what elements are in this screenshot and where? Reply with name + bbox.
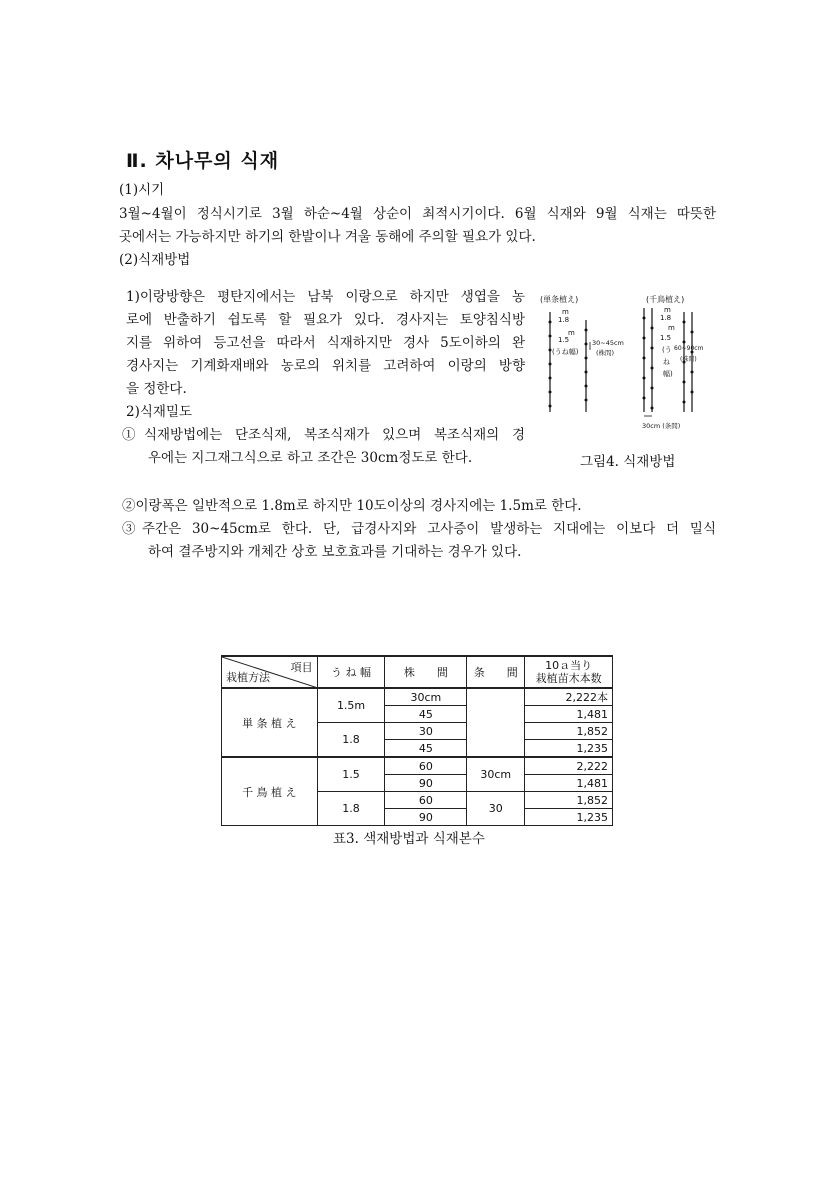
section1-title: (1)시기: [119, 182, 165, 198]
une-value: 1.8: [317, 723, 385, 758]
label-m: m: [568, 329, 575, 337]
item3-line-2: 하여 결주방지와 개체간 상호 보호효과를 기대하는 경우가 있다.: [148, 544, 522, 560]
group-name: 千 鳥 植 え: [222, 757, 318, 826]
label-kabuma-double: (株間): [680, 356, 697, 363]
kabuma-value: 45: [385, 706, 467, 723]
right-diagram-label: (千鳥植え): [646, 295, 685, 304]
para1-line-5: 을 정한다.: [126, 381, 187, 397]
para1-line-3: 지를 위하여 등고선을 따라서 식재하지만 경사 5도이하의 완: [126, 335, 525, 351]
kabuma-value: 45: [385, 740, 467, 758]
para1-line-1: 1)이랑방향은 평탄지에서는 남북 이랑으로 하지만 생엽을 농: [126, 289, 525, 305]
count-value: 1,235: [525, 740, 613, 758]
count-value: 1,852: [525, 792, 613, 809]
kabuma-value: 60: [385, 757, 467, 775]
group-name: 単 条 植 え: [222, 688, 318, 757]
item2-line: ②이랑폭은 일반적으로 1.8m로 하지만 10도이상의 경사지에는 1.5m로 한다.: [122, 498, 582, 514]
header-jokan: 条 間: [467, 656, 525, 688]
kabuma-value: 60: [385, 792, 467, 809]
item3-line-1: ③주간은 30~45cm로 한다. 단, 급경사지와 고사증이 발생하는 지대에는 이보다 더 밀식: [122, 521, 716, 537]
header-count-line-2: 栽植苗木本数: [535, 672, 602, 685]
section1-line-2: 곳에서는 가능하지만 하기의 한발이나 겨울 동해에 주의할 필요가 있다.: [119, 229, 536, 245]
jokan-value: [467, 688, 525, 757]
kabuma-value: 30: [385, 723, 467, 740]
item1-line-1: ①식재방법에는 단조식재, 복조식재가 있으며 복조식재의 경: [122, 427, 525, 443]
section1-line-1: 3월~4월이 정식시기로 3월 하순~4월 상순이 최적시기이다. 6월 식재와 9월 식재는 따뜻한: [119, 206, 716, 222]
left-diagram-label: (単条植え): [540, 295, 579, 304]
kabuma-value: 90: [385, 809, 467, 826]
label-1-5: 1.5: [660, 334, 672, 342]
count-value: 1,235: [525, 809, 613, 826]
section2-title: (2)식재방법: [119, 252, 191, 268]
table-row: [222, 757, 613, 775]
header-diagonal-cell: [222, 656, 318, 688]
label-spacing-single: 30~45cm: [592, 339, 624, 347]
subheading-density: 2)식재밀도: [126, 404, 193, 420]
label-une-3: 幅): [663, 370, 673, 378]
kabuma-value: 90: [385, 775, 467, 792]
header-item: 項目: [290, 661, 313, 674]
planting-diagram: [538, 290, 708, 440]
para1-line-4: 경사지는 기계화재배와 농로의 위치를 고려하여 이랑의 방향: [126, 358, 525, 374]
label-1-5: 1.5: [558, 336, 570, 344]
label-une-1: (う: [662, 346, 672, 354]
para1-line-2: 로에 반출하기 쉽도록 할 필요가 있다. 경사지는 토양침식방: [126, 312, 525, 328]
label-spacing-double: 60~90cm: [674, 345, 704, 352]
une-value: 1.5: [317, 757, 385, 792]
label-m: m: [562, 308, 569, 316]
header-count: [525, 656, 613, 688]
label-m: m: [668, 324, 675, 332]
count-value: 1,481: [525, 775, 613, 792]
table-row: [222, 688, 613, 706]
label-1-8: 1.8: [660, 314, 672, 322]
label-jokan: 30cm (条間): [642, 422, 681, 430]
planting-table: [221, 655, 613, 826]
header-count-line-1: 10ａ当り: [545, 659, 593, 672]
header-method: 栽植方法: [226, 671, 270, 684]
une-value: 1.8: [317, 792, 385, 826]
label-m: m: [664, 306, 671, 314]
count-value: 1,852: [525, 723, 613, 740]
count-value: 1,481: [525, 706, 613, 723]
jokan-value: 30: [467, 792, 525, 826]
header-kabuma: 株 間: [385, 656, 467, 688]
item1-line-2: 우에는 지그재그식으로 하고 조간은 30cm정도로 한다.: [148, 450, 473, 466]
kabuma-value: 30cm: [385, 688, 467, 706]
une-value: 1.5m: [317, 688, 385, 723]
label-une-2: ね: [663, 358, 670, 366]
page-heading: Ⅱ. 차나무의 식재: [126, 150, 280, 172]
label-1-8: 1.8: [558, 316, 570, 324]
count-value: 2,222: [525, 757, 613, 775]
count-value: 2,222本: [525, 688, 613, 706]
planting-method-figure: [538, 290, 708, 440]
label-kabuma-single: (株間): [596, 349, 615, 357]
header-une: う ね 幅: [317, 656, 385, 688]
jokan-value: 30cm: [467, 757, 525, 792]
table-caption: 표3. 색재방법과 식재본수: [333, 831, 485, 847]
table-header-row: [222, 656, 613, 688]
figure-caption: 그림4. 식재방법: [580, 454, 676, 470]
label-une-haba: (うね幅): [552, 348, 579, 356]
